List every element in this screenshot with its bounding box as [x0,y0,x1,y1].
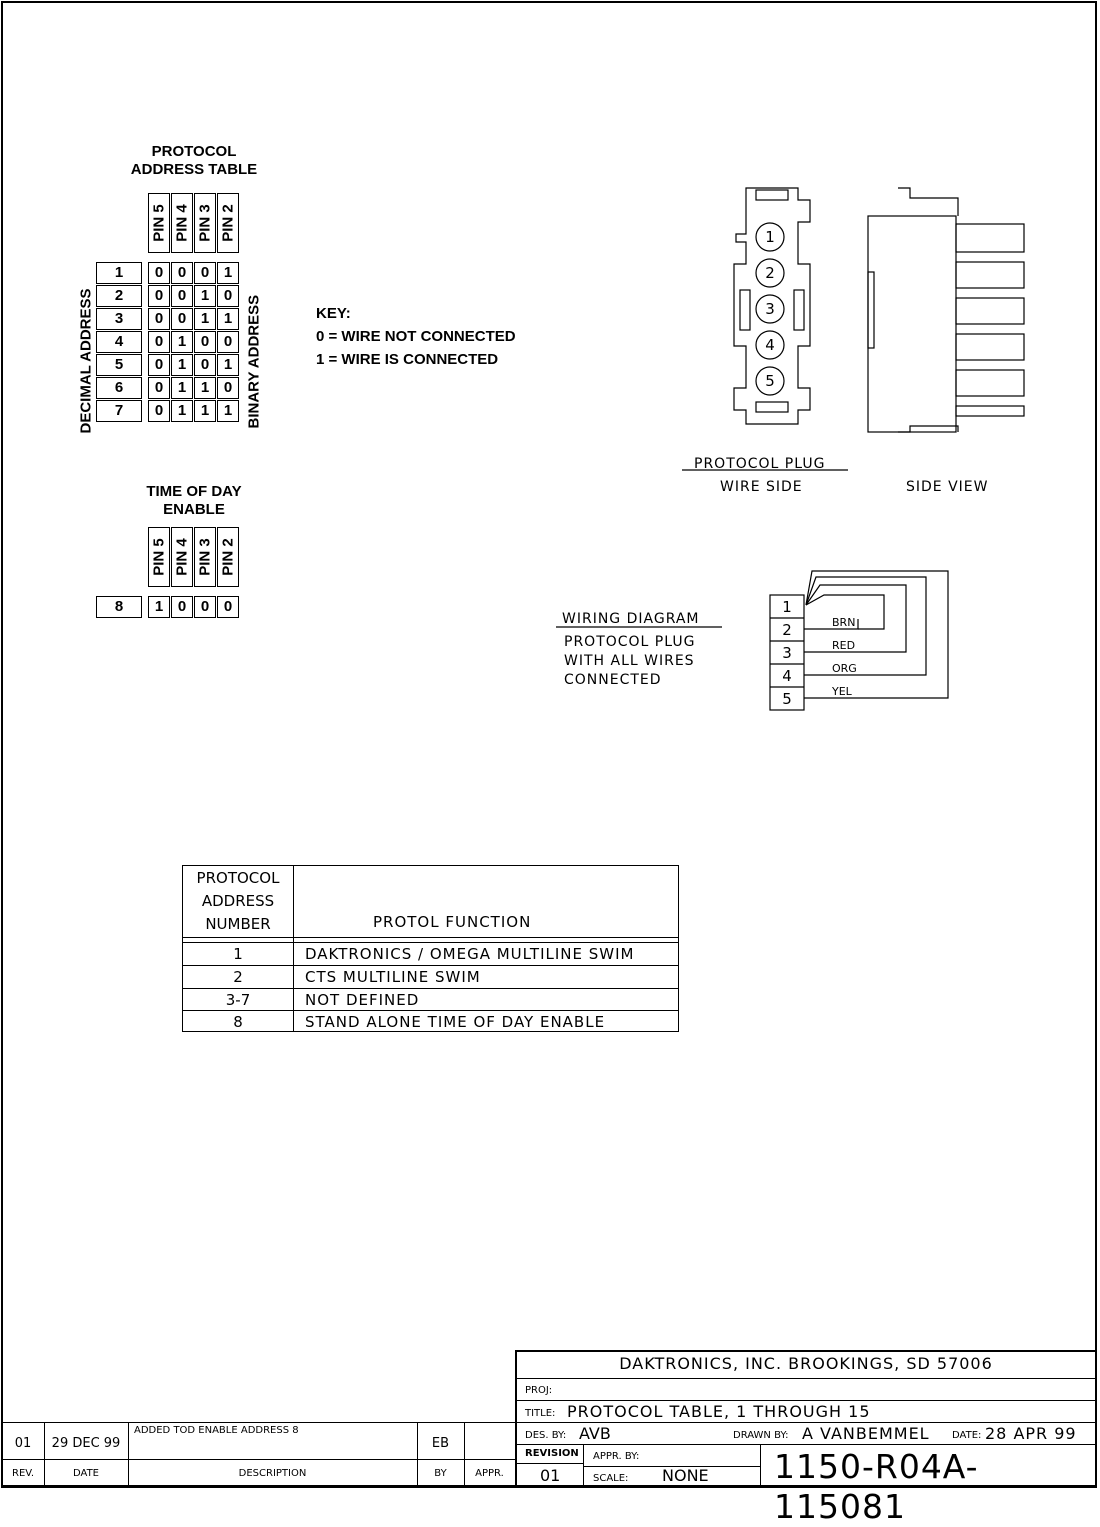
drawn-by: A VANBEMMEL [802,1424,930,1443]
table-row [183,988,678,1012]
address-bit: 0 [194,331,216,353]
plug-caption-2: WIRE SIDE [720,479,803,495]
drawing-number: 1150-R04A-115081 [774,1447,979,1526]
address-pin2-header: PIN 2 [217,193,239,253]
address-bit: 0 [148,377,170,399]
address-bit: 0 [217,331,239,353]
plug-pin-label: 2 [765,264,775,282]
wire-yel-loop [806,571,948,698]
rule [517,1444,1095,1445]
proj-label: PROJ: [525,1385,553,1396]
side-view-bottom-latch [898,426,958,432]
address-dec-2: 2 [96,285,142,307]
key-line-1: 1 = WIRE IS CONNECTED [316,351,499,368]
tod-bit: 0 [171,596,193,618]
protocol-plug-drawing [670,180,1040,510]
plug-pin-label: 1 [765,228,775,246]
table-row [183,1010,678,1034]
wiring-pin-label: 3 [782,644,792,662]
appr-by-label: APPR. BY: [593,1451,640,1462]
tod-dec-8: 8 [96,596,142,618]
wiring-pin-label: 2 [782,621,792,639]
rev-header: REV. [12,1468,34,1479]
plug-pin-label: 5 [765,372,775,390]
address-pin3-header: PIN 3 [194,193,216,253]
address-dec-4: 4 [96,331,142,353]
revision-number: 01 [540,1466,561,1485]
tod-title-line2: ENABLE [163,501,225,518]
header-line: ADDRESS [201,892,275,910]
tod-pin4-header: PIN 4 [171,527,193,587]
address-bit: 0 [148,285,170,307]
address-bit: 1 [217,354,239,376]
des-by-label: DES. BY: [525,1430,567,1441]
tod-pin5-header: PIN 5 [148,527,170,587]
wiring-title: WIRING DIAGRAM [562,611,700,627]
row-function: CTS MULTILINE SWIM [305,968,481,986]
address-bit: 1 [171,354,193,376]
tod-bit: 0 [194,596,216,618]
plug-pin-label: 4 [765,336,775,354]
address-bit: 0 [194,354,216,376]
address-pin5-header: PIN 5 [148,193,170,253]
address-bit: 0 [217,377,239,399]
rev-description: ADDED TOD ENABLE ADDRESS 8 [134,1425,299,1436]
wire-label: YEL [832,685,852,698]
key-legend [316,302,516,371]
address-bit: 0 [217,285,239,307]
address-bit: 1 [217,308,239,330]
address-bit: 1 [217,400,239,422]
address-dec-5: 5 [96,354,142,376]
address-bit: 1 [194,308,216,330]
wiring-sub-1: PROTOCOL PLUG [564,634,696,650]
rev-value: 01 [14,1436,32,1451]
wiring-pin-label: 5 [782,690,792,708]
date-label: DATE: [952,1430,982,1441]
address-bit: 0 [148,308,170,330]
side-view-pin [956,370,1024,396]
date: 28 APR 99 [985,1424,1077,1443]
address-bit: 1 [217,262,239,284]
address-bit: 1 [171,400,193,422]
des-by: AVB [579,1424,611,1443]
company-name: DAKTRONICS, INC. BROOKINGS, SD 57006 [619,1354,993,1373]
tod-table-title [104,483,284,519]
plug-right-slot [794,290,804,330]
wire-label: RED [832,639,856,652]
wiring-pin-label: 4 [782,667,792,685]
address-bit: 1 [194,285,216,307]
row-number: 2 [233,968,243,986]
address-bit: 0 [148,331,170,353]
side-view-pin [956,224,1024,252]
plug-left-slot [740,290,750,330]
side-view-body [868,216,956,432]
row-number: 3-7 [225,991,251,1009]
side-view-pin [956,298,1024,324]
plug-bottom-latch [756,402,788,412]
side-view-pin [956,262,1024,288]
header-line: NUMBER [205,915,271,933]
address-bit: 0 [171,262,193,284]
scale-value: NONE [662,1466,709,1485]
address-dec-3: 3 [96,308,142,330]
wire-label: ORG [832,662,857,675]
rule [517,1422,1095,1423]
date-header: DATE [72,1468,99,1479]
address-pin4-header: PIN 4 [171,193,193,253]
table-row [183,965,678,989]
address-dec-6: 6 [96,377,142,399]
rule [2,1459,515,1460]
rule [517,1400,1095,1401]
address-bit: 1 [171,377,193,399]
plug-pin-label: 3 [765,300,775,318]
by-header: BY [434,1468,447,1479]
function-table-header-col1 [183,866,293,936]
key-line-0: 0 = WIRE NOT CONNECTED [316,328,516,345]
rev-date: 29 DEC 99 [51,1436,121,1451]
wiring-diagram [550,565,960,715]
address-table-title-line1: PROTOCOL [151,143,237,160]
decimal-address-label: DECIMAL ADDRESS [77,288,95,434]
plug-top-latch [756,190,788,200]
address-dec-7: 7 [96,400,142,422]
address-dec-1: 1 [96,262,142,284]
header-line: PROTOCOL [196,869,280,887]
appr-header: APPR. [475,1468,504,1479]
wire-org-loop [806,577,926,675]
tod-bit: 1 [148,596,170,618]
rule [760,1444,761,1487]
key-title: KEY: [316,305,351,322]
row-number: 1 [233,945,243,963]
function-table-header-col2: PROTOL FUNCTION [373,913,532,931]
tod-pin2-header: PIN 2 [217,527,239,587]
address-bit: 0 [148,354,170,376]
address-bit: 0 [148,262,170,284]
side-view-top-latch [898,188,958,216]
side-view-pin [956,406,1024,416]
row-function: NOT DEFINED [305,991,420,1009]
drawn-by-label: DRAWN BY: [733,1430,789,1441]
wiring-sub-2: WITH ALL WIRES [564,653,695,669]
address-bit: 0 [171,308,193,330]
tod-title-line1: TIME OF DAY [146,483,242,500]
scale-label: SCALE: [593,1473,629,1484]
title-label: TITLE: [525,1408,556,1419]
address-bit: 1 [194,400,216,422]
drawing-title: PROTOCOL TABLE, 1 THROUGH 15 [567,1402,871,1421]
rule [517,1463,583,1464]
rule [517,1378,1095,1379]
protocol-function-table [182,865,679,1032]
side-view-notch [868,272,874,348]
plug-caption-1: PROTOCOL PLUG [694,456,826,472]
rev-by: EB [431,1436,450,1451]
address-bit: 0 [148,400,170,422]
address-bit: 0 [171,285,193,307]
tod-pin3-header: PIN 3 [194,527,216,587]
tod-bit: 0 [217,596,239,618]
row-number: 8 [233,1013,243,1031]
side-view-caption: SIDE VIEW [906,479,989,495]
address-table-title-line2: ADDRESS TABLE [130,161,258,178]
description-header: DESCRIPTION [238,1468,307,1479]
row-function: STAND ALONE TIME OF DAY ENABLE [305,1013,606,1031]
address-table-title [104,143,284,179]
table-row [183,943,678,966]
address-bit: 1 [171,331,193,353]
side-view-pin [956,334,1024,360]
wire-label: BRN [832,616,856,629]
row-function: DAKTRONICS / OMEGA MULTILINE SWIM [305,945,635,963]
wiring-pin-label: 1 [782,598,792,616]
binary-address-label: BINARY ADDRESS [245,294,263,429]
wiring-sub-3: CONNECTED [564,672,662,688]
address-bit: 0 [194,262,216,284]
revision-label: REVISION [525,1448,579,1459]
address-bit: 1 [194,377,216,399]
